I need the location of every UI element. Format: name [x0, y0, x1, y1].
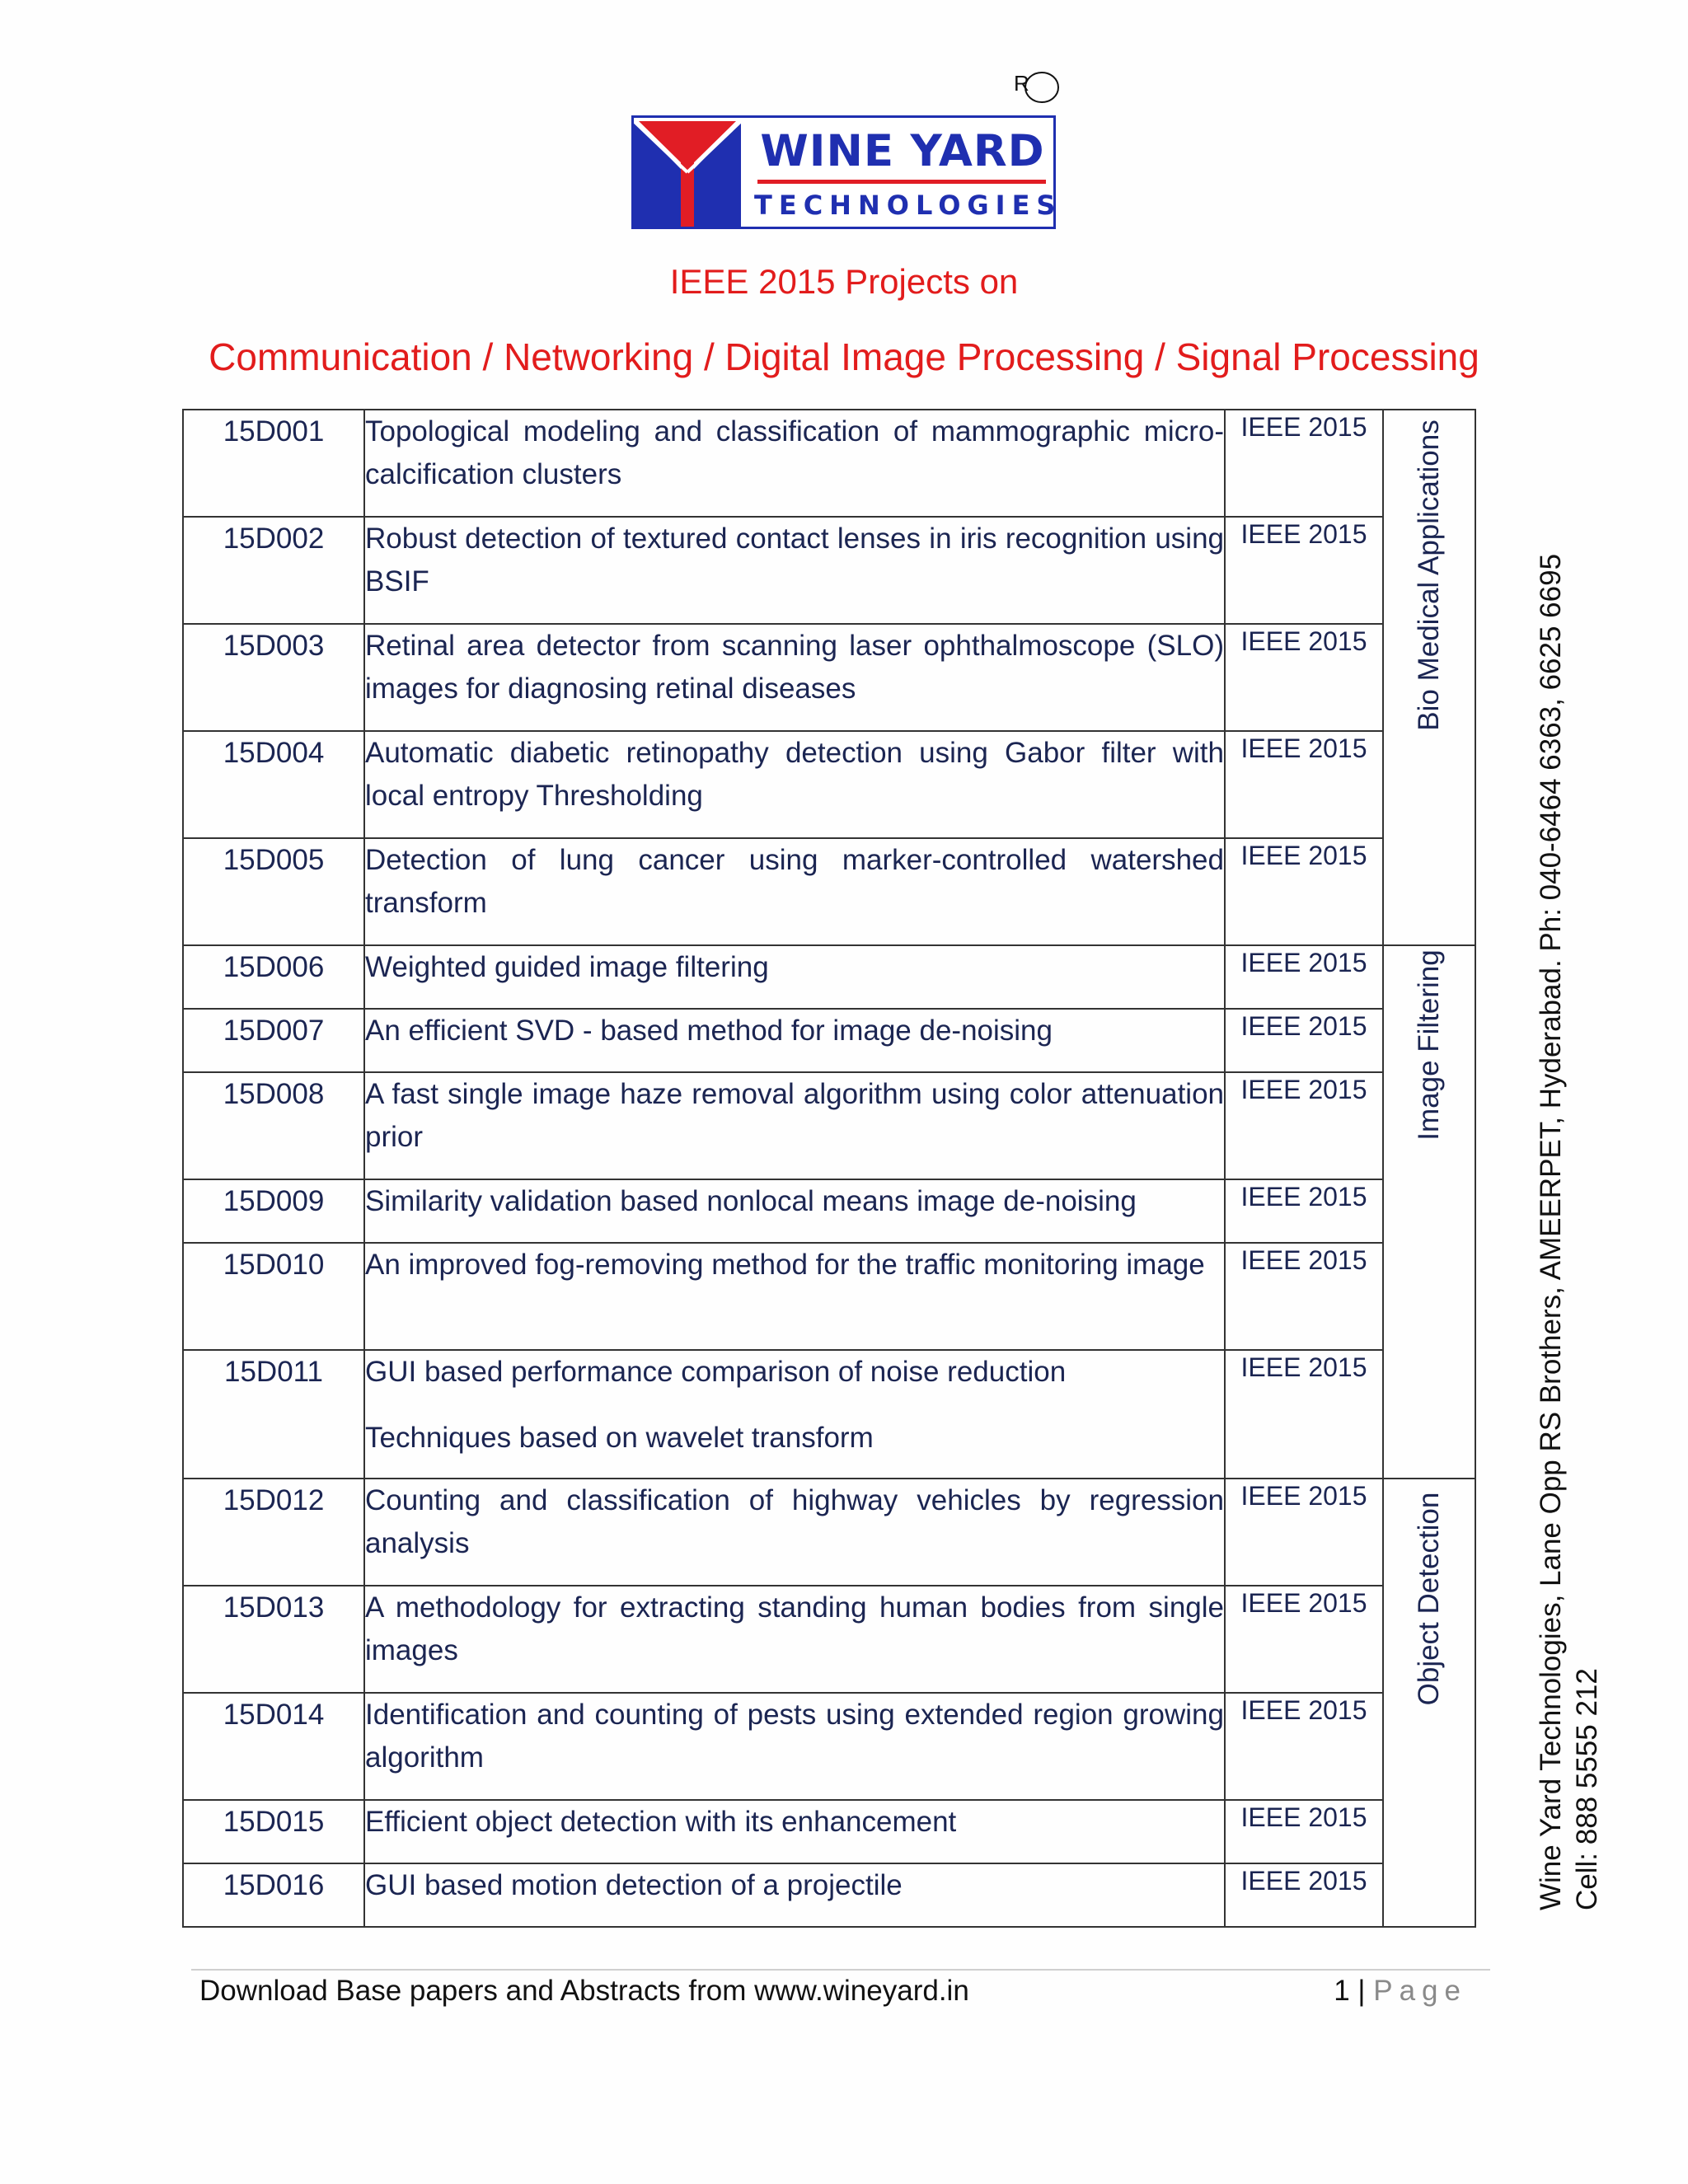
project-code: 15D003: [183, 624, 364, 731]
project-year: IEEE 2015: [1225, 1479, 1383, 1586]
side-contact: [1533, 427, 1615, 1910]
category-label-object-detection: Object Detection: [1413, 1492, 1445, 1706]
project-title: Weighted guided image filtering: [364, 945, 1225, 1009]
table-row: [183, 1350, 1475, 1479]
project-title: Efficient object detection with its enhancement: [364, 1800, 1225, 1863]
project-code: 15D012: [183, 1479, 364, 1586]
footer-divider: [191, 1969, 1490, 1971]
project-title: An improved fog-removing method for the traffic monitoring image: [364, 1243, 1225, 1350]
category-label-image-filtering: Image Filtering: [1413, 949, 1445, 1141]
category-cell: [1383, 1479, 1475, 1927]
project-code: 15D013: [183, 1586, 364, 1693]
table-row: [183, 731, 1475, 838]
logo-name: WINE YARD: [760, 126, 1045, 176]
project-year: IEEE 2015: [1225, 1800, 1383, 1863]
table-row: [183, 1586, 1475, 1693]
table-row: [183, 838, 1475, 945]
company-logo: [631, 115, 1062, 229]
project-year: IEEE 2015: [1225, 1179, 1383, 1243]
project-title: Similarity validation based nonlocal means image de-noising: [364, 1179, 1225, 1243]
project-title: Detection of lung cancer using marker-controlled watershed transform: [364, 838, 1225, 945]
project-title: GUI based motion detection of a projectile: [364, 1863, 1225, 1927]
project-year: IEEE 2015: [1225, 624, 1383, 731]
project-title-line: GUI based performance comparison of noise reduction: [365, 1356, 1067, 1388]
page-title: IEEE 2015 Projects on: [669, 262, 1019, 301]
svg-text:R: R: [1014, 71, 1029, 96]
project-year: IEEE 2015: [1225, 945, 1383, 1009]
project-title: A fast single image haze removal algorithm using color attenuation prior: [364, 1072, 1225, 1179]
project-code: 15D009: [183, 1179, 364, 1243]
project-code: 15D008: [183, 1072, 364, 1179]
project-year: IEEE 2015: [1225, 731, 1383, 838]
table-row: [183, 1072, 1475, 1179]
project-title: An efficient SVD - based method for image de-noising: [364, 1009, 1225, 1072]
project-code: 15D011: [183, 1350, 364, 1479]
project-year: IEEE 2015: [1225, 1350, 1383, 1479]
projects-table: [182, 409, 1476, 1928]
logo-rule: [757, 180, 1046, 184]
table-row: [183, 1863, 1475, 1927]
project-title: Counting and classification of highway vehicles by regression analysis: [364, 1479, 1225, 1586]
project-year: IEEE 2015: [1225, 1243, 1383, 1350]
table-row: [183, 1009, 1475, 1072]
category-cell: [1383, 410, 1475, 945]
table-row: [183, 517, 1475, 624]
page-number: 1: [1334, 1975, 1350, 2007]
project-title: Automatic diabetic retinopathy detection using Gabor filter with local entropy Thresholding: [364, 731, 1225, 838]
project-year: IEEE 2015: [1225, 1072, 1383, 1179]
project-code: 15D015: [183, 1800, 364, 1863]
logo-tagline: TECHNOLOGIES: [754, 190, 1062, 221]
table-row: [183, 410, 1475, 517]
category-cell: [1383, 945, 1475, 1479]
project-title: A methodology for extracting standing human bodies from single images: [364, 1586, 1225, 1693]
registered-mark-icon: [1012, 68, 1062, 109]
footer-page-indicator: [1334, 1975, 1467, 2008]
project-code: 15D005: [183, 838, 364, 945]
side-contact-address: Wine Yard Technologies, Lane Opp RS Brothers, AMEERPET, Hyderabad. Ph: 040-6464 6363, 6625 6695: [1535, 553, 1567, 1910]
project-title-line: Techniques based on wavelet transform: [365, 1422, 874, 1454]
project-year: IEEE 2015: [1225, 410, 1383, 517]
table-row: [183, 1693, 1475, 1800]
side-contact-cell: Cell: 888 5555 212: [1571, 1668, 1603, 1910]
project-code: 15D016: [183, 1863, 364, 1927]
project-year: IEEE 2015: [1225, 838, 1383, 945]
table-row: [183, 624, 1475, 731]
project-year: IEEE 2015: [1225, 1009, 1383, 1072]
page-subtitle: Communication / Networking / Digital Image Processing / Signal Processing: [209, 335, 1479, 378]
project-code: 15D001: [183, 410, 364, 517]
project-code: 15D010: [183, 1243, 364, 1350]
project-year: IEEE 2015: [1225, 1863, 1383, 1927]
table-row: [183, 945, 1475, 1009]
project-code: 15D006: [183, 945, 364, 1009]
page-label: Page: [1373, 1975, 1467, 2007]
project-year: IEEE 2015: [1225, 1693, 1383, 1800]
project-code: 15D014: [183, 1693, 364, 1800]
table-row: [183, 1243, 1475, 1350]
page-separator: |: [1357, 1975, 1366, 2007]
footer-download-note: Download Base papers and Abstracts from www.wineyard.in: [199, 1975, 969, 2007]
project-year: IEEE 2015: [1225, 1586, 1383, 1693]
project-code: 15D002: [183, 517, 364, 624]
project-year: IEEE 2015: [1225, 517, 1383, 624]
table-row: [183, 1800, 1475, 1863]
project-code: 15D004: [183, 731, 364, 838]
table-row: [183, 1179, 1475, 1243]
category-label-bio-medical: Bio Medical Applications: [1413, 419, 1445, 731]
logo-mark-icon: [634, 118, 749, 227]
project-title: Topological modeling and classification of mammographic micro-calcification clusters: [364, 410, 1225, 517]
project-code: 15D007: [183, 1009, 364, 1072]
project-title: Retinal area detector from scanning laser ophthalmoscope (SLO) images for diagnosing retinal diseases: [364, 624, 1225, 731]
project-title: [364, 1350, 1225, 1479]
project-title: Robust detection of textured contact lenses in iris recognition using BSIF: [364, 517, 1225, 624]
table-row: [183, 1479, 1475, 1586]
project-title: Identification and counting of pests using extended region growing algorithm: [364, 1693, 1225, 1800]
